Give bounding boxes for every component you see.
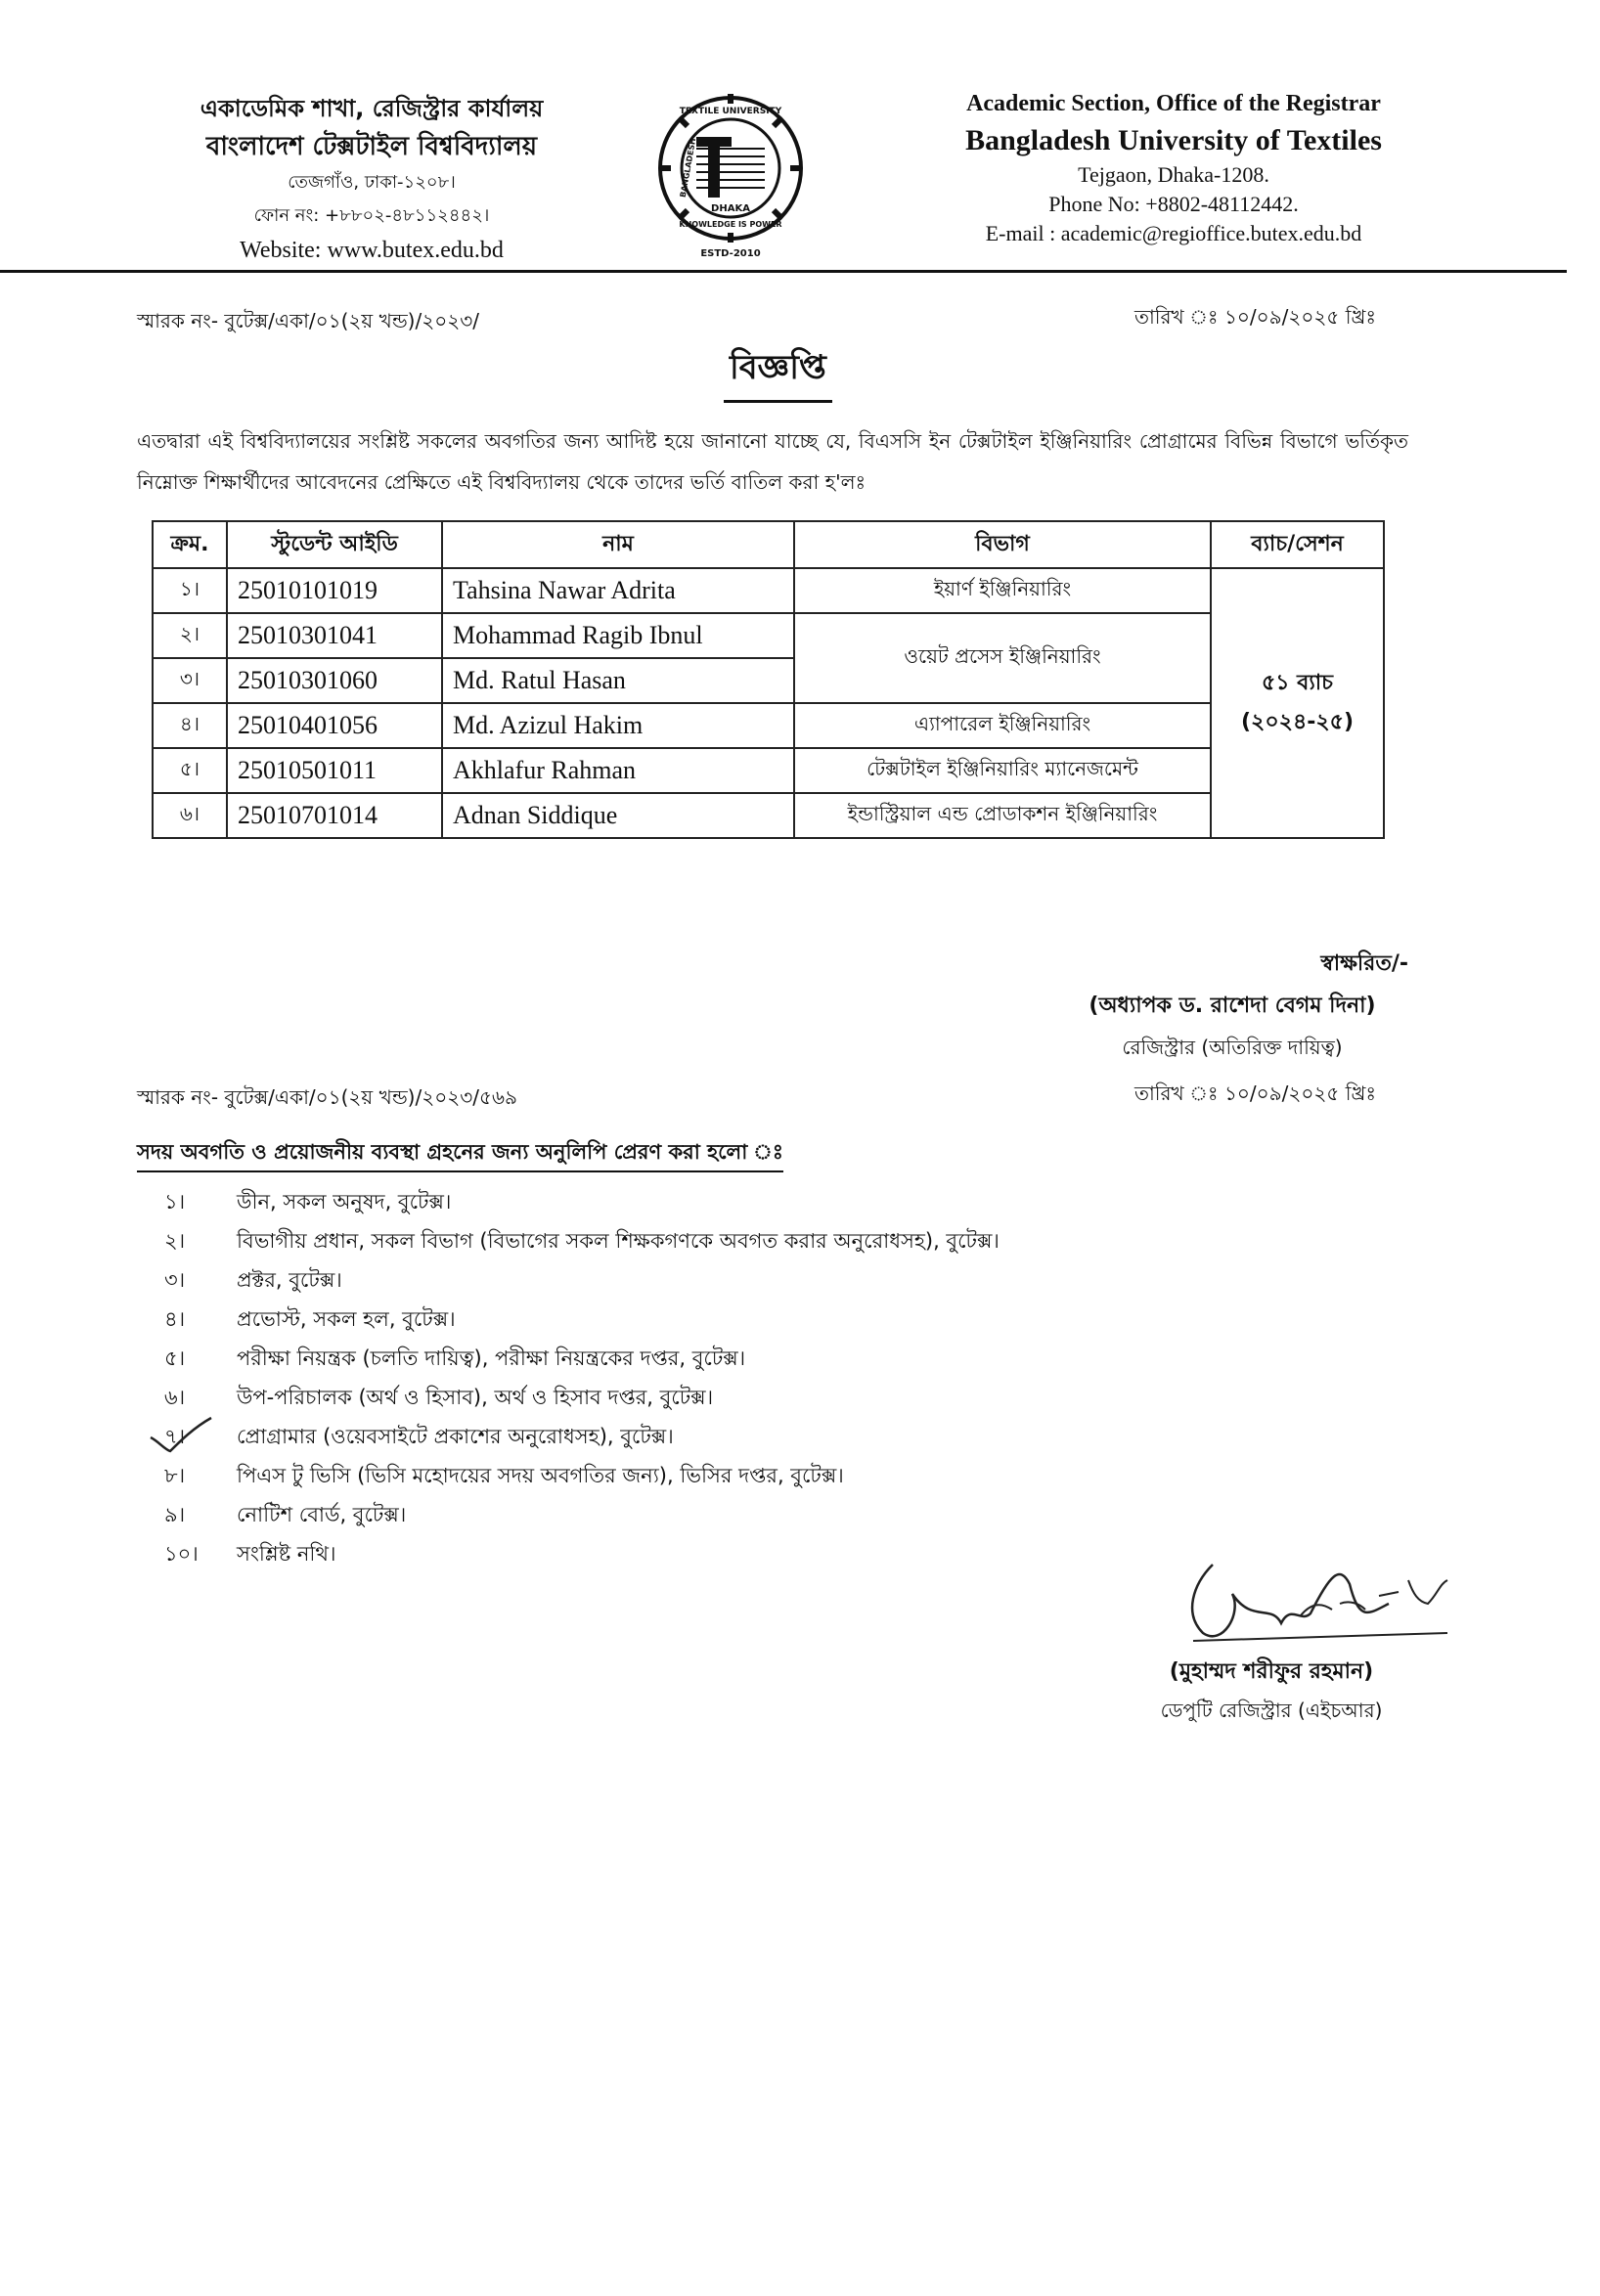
address-bn: তেজগাঁও, ঢাকা-১২০৮। xyxy=(288,172,456,193)
list-text: প্রোগ্রামার (ওয়েবসাইটে প্রকাশের অনুরোধসহ), বুটেক্স। xyxy=(237,1424,674,1448)
logo-city-text: DHAKA xyxy=(711,203,750,214)
office-name-en: Academic Section, Office of the Registrar xyxy=(966,91,1381,116)
list-text: উপ-পরিচালক (অর্থ ও হিসাব), অর্থ ও হিসাব দপ্তর, বুটেক্স। xyxy=(237,1385,714,1409)
checkmark-icon xyxy=(147,1416,215,1455)
header-batch: ব্যাচ/সেশন xyxy=(1211,521,1384,568)
list-item xyxy=(164,1301,1000,1340)
cell-department: ইন্ডাস্ট্রিয়াল এন্ড প্রোডাকশন ইঞ্জিনিয়ারিং xyxy=(794,793,1211,838)
cell-name: Adnan Siddique xyxy=(442,793,794,838)
cell-batch xyxy=(1211,568,1384,838)
batch-number: ৫১ ব্যাচ xyxy=(1261,671,1334,695)
university-name-en: Bangladesh University of Textiles xyxy=(965,124,1382,156)
address-en: Tejgaon, Dhaka-1208. xyxy=(1078,162,1269,187)
cell-department: ওয়েট প্রসেস ইঞ্জিনিয়ারিং xyxy=(794,613,1211,703)
memo-number-2: স্মারক নং- বুটেক্স/একা/০১(২য় খন্ড)/২০২৩/৫৬৯ xyxy=(137,1085,517,1109)
cell-department: ইয়ার্ণ ইঞ্জিনিয়ারিং xyxy=(794,568,1211,613)
table-header-row xyxy=(153,521,1384,568)
list-item xyxy=(164,1379,1000,1418)
handwritten-signature xyxy=(1076,1545,1467,1662)
cell-serial: ৬। xyxy=(153,793,227,838)
list-item xyxy=(164,1496,1000,1535)
list-item xyxy=(164,1261,1000,1301)
university-name-bn: বাংলাদেশ টেক্সটাইল বিশ্ববিদ্যালয় xyxy=(205,132,538,161)
list-number: ১। xyxy=(164,1189,186,1214)
list-text: ডীন, সকল অনুষদ, বুটেক্স। xyxy=(237,1189,452,1214)
cell-student-id: 25010501011 xyxy=(227,748,442,793)
list-text: পিএস টু ভিসি (ভিসি মহোদয়ের সদয় অবগতির জন্য), ভিসির দপ্তর, বুটেক্স। xyxy=(237,1463,844,1487)
registrar-designation: রেজিস্ট্রার (অতিরিক্ত দায়িত্ব) xyxy=(1122,1036,1343,1059)
registrar-signature-block xyxy=(1037,945,1428,1066)
deputy-registrar-name: (মুহাম্মদ শরীফুর রহমান) xyxy=(1169,1659,1374,1684)
header-name: নাম xyxy=(442,521,794,568)
memo-number: স্মারক নং- বুটেক্স/একা/০১(২য় খন্ড)/২০২৩/ xyxy=(137,309,479,332)
list-number: ৯। xyxy=(164,1502,186,1526)
list-item xyxy=(164,1418,1000,1457)
logo-estd-text: ESTD-2010 xyxy=(700,248,761,259)
table-row xyxy=(153,613,1384,658)
list-number: ৩। xyxy=(164,1267,186,1292)
list-item xyxy=(164,1340,1000,1379)
header-bangla xyxy=(147,90,597,268)
deputy-registrar-block xyxy=(1076,1653,1467,1729)
cell-serial: ৫। xyxy=(153,748,227,793)
list-text: বিভাগীয় প্রধান, সকল বিভাগ (বিভাগের সকল শিক্ষকগণকে অবগত করার অনুরোধসহ), বুটেক্স। xyxy=(237,1228,1000,1253)
batch-session: (২০২৪-২৫) xyxy=(1240,710,1354,734)
list-item xyxy=(164,1183,1000,1222)
registrar-name: (অধ্যাপক ড. রাশেদা বেগম দিনা) xyxy=(1089,993,1376,1018)
table-row xyxy=(153,793,1384,838)
email-link[interactable]: E-mail : academic@regioffice.butex.edu.bd xyxy=(985,221,1362,245)
table-row xyxy=(153,748,1384,793)
copy-heading: সদয় অবগতি ও প্রয়োজনীয় ব্যবস্থা গ্রহনের জন্য অনুলিপি প্রেরণ করা হলো ঃ xyxy=(137,1136,783,1172)
header-english xyxy=(861,86,1487,248)
office-name-bn: একাডেমিক শাখা, রেজিস্ট্রার কার্যালয় xyxy=(200,95,544,122)
list-number: ৪। xyxy=(164,1306,186,1331)
copy-list xyxy=(164,1183,1000,1574)
logo-motto-text: KNOWLEDGE IS POWER xyxy=(679,220,782,229)
list-text: প্রভোস্ট, সকল হল, বুটেক্স। xyxy=(237,1306,456,1331)
header-student-id: স্টুডেন্ট আইডি xyxy=(227,521,442,568)
cell-name: Md. Ratul Hasan xyxy=(442,658,794,703)
list-item xyxy=(164,1535,1000,1574)
memo-date-2: তারিখ ঃ ১০/০৯/২০২৫ খ্রিঃ xyxy=(1134,1082,1376,1105)
list-item xyxy=(164,1222,1000,1261)
cell-name: Md. Azizul Hakim xyxy=(442,703,794,748)
list-text: সংশ্লিষ্ট নথি। xyxy=(237,1541,336,1566)
cell-name: Akhlafur Rahman xyxy=(442,748,794,793)
cell-serial: ৪। xyxy=(153,703,227,748)
list-number: ৫। xyxy=(164,1346,186,1370)
cell-name: Mohammad Ragib Ibnul xyxy=(442,613,794,658)
cell-serial: ৩। xyxy=(153,658,227,703)
list-number: ২। xyxy=(164,1228,186,1253)
student-table xyxy=(152,520,1385,839)
deputy-registrar-designation: ডেপুটি রেজিস্ট্রার (এইচআর) xyxy=(1160,1699,1383,1722)
phone-bn: ফোন নং: +৮৮০২-৪৮১১২৪৪২। xyxy=(253,205,490,226)
list-number: ৭। xyxy=(164,1424,186,1448)
cell-department: টেক্সটাইল ইঞ্জিনিয়ারিং ম্যানেজমেন্ট xyxy=(794,748,1211,793)
header-divider xyxy=(0,270,1567,273)
website-link[interactable]: Website: www.butex.edu.bd xyxy=(240,238,504,263)
header-department: বিভাগ xyxy=(794,521,1211,568)
list-number: ১০। xyxy=(164,1541,199,1566)
phone-en: Phone No: +8802-48112442. xyxy=(1048,192,1299,216)
header-serial: ক্রম. xyxy=(153,521,227,568)
cell-student-id: 25010701014 xyxy=(227,793,442,838)
logo-side-text: BANGLADESH xyxy=(678,137,698,199)
list-text: পরীক্ষা নিয়ন্ত্রক (চলতি দায়িত্ব), পরীক্ষা নিয়ন্ত্রকের দপ্তর, বুটেক্স। xyxy=(237,1346,746,1370)
cell-department: এ্যাপারেল ইঞ্জিনিয়ারিং xyxy=(794,703,1211,748)
list-number: ৬। xyxy=(164,1385,186,1409)
signed-label: স্বাক্ষরিত/- xyxy=(1320,951,1408,976)
university-logo xyxy=(657,80,804,270)
cell-serial: ২। xyxy=(153,613,227,658)
list-text: নোটিশ বোর্ড, বুটেক্স। xyxy=(237,1502,407,1526)
cell-student-id: 25010301060 xyxy=(227,658,442,703)
cell-name: Tahsina Nawar Adrita xyxy=(442,568,794,613)
memo-date: তারিখ ঃ ১০/০৯/২০২৫ খ্রিঃ xyxy=(1134,305,1376,329)
table-row xyxy=(153,568,1384,613)
list-text: প্রক্টর, বুটেক্স। xyxy=(237,1267,342,1292)
table-row xyxy=(153,703,1384,748)
logo-top-text: TEXTILE UNIVERSITY xyxy=(679,107,782,116)
cell-student-id: 25010401056 xyxy=(227,703,442,748)
notice-paragraph: এতদ্বারা এই বিশ্ববিদ্যালয়ের সংশ্লিষ্ট সকলের অবগতির জন্য আদিষ্ট হয়ে জানানো যাচ্ছে যে, বিএসসি ইন টেক্সটাইল ইঞ্জিনিয়ারিং প্রোগ্রামের বিভিন্ন বিভাগে ভর্তিকৃত নিম্নোক্ত শিক্ষার্থীদের আবেদনের প্রেক্ষিতে এই বিশ্ববিদ্যালয় থেকে তাদের ভর্তি বাতিল করা হ'লঃ xyxy=(137,429,1408,494)
list-number: ৮। xyxy=(164,1463,186,1487)
list-item xyxy=(164,1457,1000,1496)
cell-serial: ১। xyxy=(153,568,227,613)
notice-title: বিজ্ঞপ্তি xyxy=(724,342,832,403)
cell-student-id: 25010301041 xyxy=(227,613,442,658)
cell-student-id: 25010101019 xyxy=(227,568,442,613)
